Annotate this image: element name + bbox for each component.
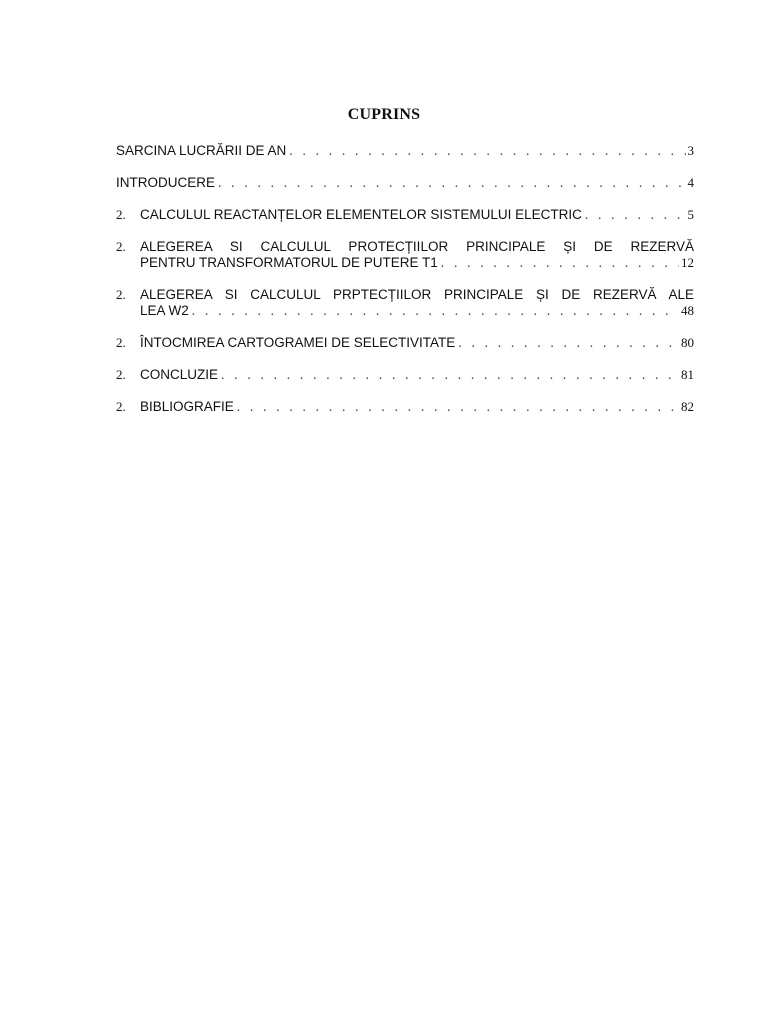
toc-entry-concluzie [116,367,694,383]
toc-page-number: 3 [687,143,694,158]
toc-page-number: 5 [687,207,694,222]
toc-entry-sarcina [116,143,694,159]
toc-entry-title-line1: ALEGEREA SI CALCULUL PRPTECȚIILOR PRINCIPALE ȘI DE REZERVĂ ALE [140,287,694,302]
toc-page-number: 81 [681,367,694,382]
toc-entry-title: INTRODUCERE [116,175,216,190]
toc-page-number: 12 [681,255,694,270]
dot-leader [582,207,686,223]
toc-entry-title: CALCULUL REACTANȚELOR ELEMENTELOR SISTEMULUI ELECTRIC [140,207,582,222]
toc-entry-number: 2. [116,207,126,222]
dot-leader [286,143,685,159]
toc-entry-number: 2. [116,367,126,382]
toc-entry-title: ÎNTOCMIREA CARTOGRAMEI DE SELECTIVITATE [140,335,456,350]
dot-leader [215,175,685,191]
toc-entry-protectie-transformator [116,239,694,271]
toc-entry-title: SARCINA LUCRĂRII DE AN [116,143,287,158]
table-of-contents [116,143,694,431]
toc-entry-cartograma [116,335,694,351]
toc-page-number: 48 [681,303,694,318]
toc-entry-number: 2. [116,287,126,302]
toc-page-number: 82 [681,399,694,414]
toc-page-number: 4 [687,175,694,190]
toc-entry-number: 2. [116,335,126,350]
toc-entry-title: LEA W2 [140,303,189,318]
toc-entry-introducere [116,175,694,191]
toc-entry-title: BIBLIOGRAFIE [140,399,234,414]
dot-leader [189,303,679,319]
toc-entry-bibliografie [116,399,694,415]
toc-entry-title: CONCLUZIE [140,367,219,382]
page-title: CUPRINS [347,106,421,123]
toc-entry-calculul-reactantelor [116,207,694,223]
toc-page-number: 80 [681,335,694,350]
dot-leader [438,255,679,271]
toc-entry-protectie-lea [116,287,694,319]
toc-entry-title-line1: ALEGEREA SI CALCULUL PROTECȚIILOR PRINCIPALE ȘI DE REZERVĂ [140,239,694,254]
toc-entry-title: PENTRU TRANSFORMATORUL DE PUTERE T1 [140,255,438,270]
dot-leader [234,399,679,415]
toc-entry-number: 2. [116,239,126,254]
toc-entry-number: 2. [116,399,126,414]
dot-leader [455,335,679,351]
dot-leader [218,367,679,383]
